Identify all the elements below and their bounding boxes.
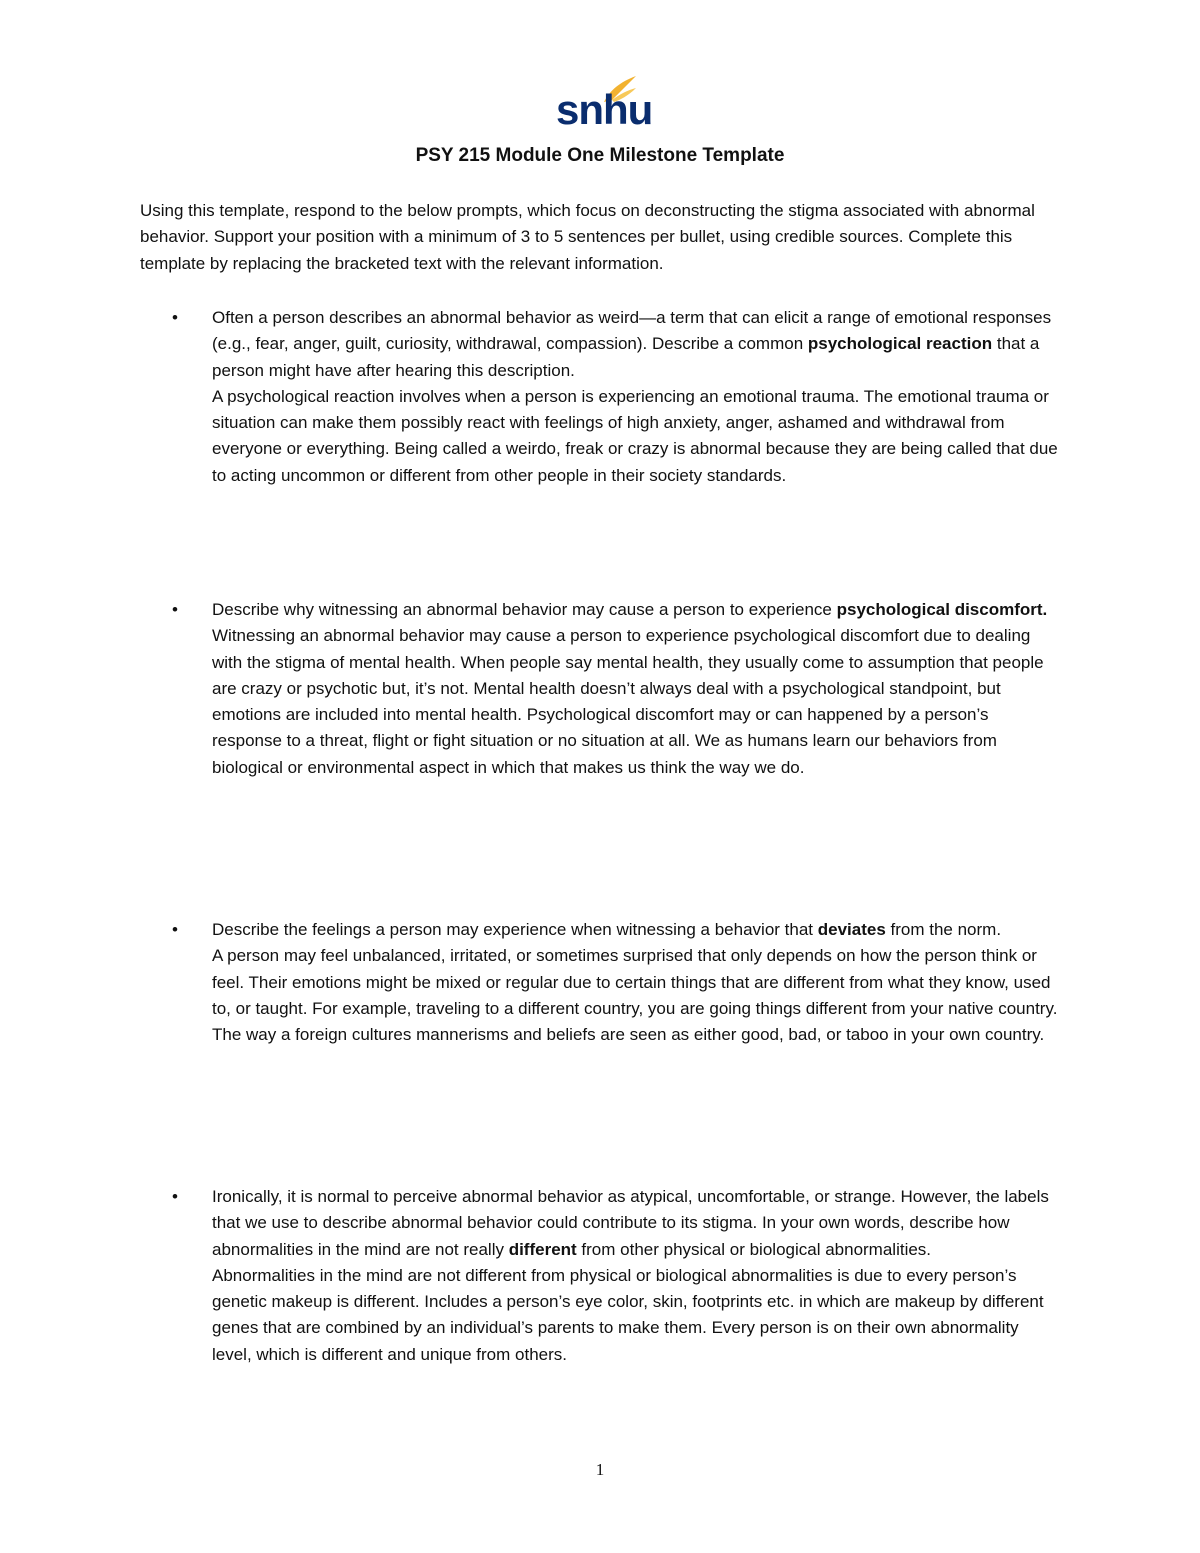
prompt-text-end: that a person might have after hearing this description.: [212, 334, 1040, 380]
bullet-point: •: [172, 920, 178, 939]
list-item: [172, 1184, 1062, 1368]
answer-text: A person may feel unbalanced, irritated, or sometimes surprised that only depends on how the person think or feel. Their emotions might be mixed or regular due to certain things that are different from what they know, used to, or taught. For example, traveling to a different country, you are going things different from your native country. The way a foreign cultures mannerisms and beliefs are seen as either good, bad, or taboo in your own country.: [212, 946, 1058, 1045]
snhu-logo: [554, 74, 653, 133]
answer-text: Abnormalities in the mind are not different from physical or biological abnormalities is due to every person’s genetic makeup is different. Includes a person’s eye color, skin, footprints etc. in which are makeup by different genes that are combined by an individual’s parents to make them. Every person is on their own abnormality level, which is different and unique from others.: [212, 1265, 1044, 1364]
prompt-text-end: from the norm.: [885, 920, 1002, 939]
document-title: PSY 215 Module One Milestone Template: [415, 145, 785, 166]
prompt-emphasis: different: [508, 1239, 577, 1259]
list-item: [172, 917, 1062, 1048]
prompt-text: Often a person describes an abnormal behavior as weird—a term that can elicit a range of emotional responses (e.g., fear, anger, guilt, curiosity, withdrawal, compassion). Describe a common: [212, 308, 1052, 354]
prompt-emphasis: deviates: [817, 920, 886, 939]
bullet-point: •: [172, 1187, 178, 1206]
prompt-text: Describe the feelings a person may experience when witnessing a behavior that: [212, 920, 818, 939]
logo-wordmark: snhu: [556, 86, 653, 133]
list-item: [172, 305, 1062, 489]
prompt-text: Describe why witnessing an abnormal behavior may cause a person to experience: [212, 600, 837, 619]
bullet-point: •: [172, 600, 178, 619]
intro-paragraph: Using this template, respond to the below prompts, which focus on deconstructing the stigma associated with abnormal behavior. Support your position with a minimum of 3 to 5 sentences per bullet, using credible sources. Complete this template by replacing the bracketed text with the relevant information.: [140, 201, 1035, 273]
bullet-point: •: [172, 308, 178, 327]
prompt-emphasis: psychological reaction: [807, 334, 993, 354]
list-item: [172, 597, 1062, 781]
prompt-text-end: from other physical or biological abnormalities.: [576, 1239, 932, 1259]
answer-text: A psychological reaction involves when a person is experiencing an emotional trauma. The emotional trauma or situation can make them possibly react with feelings of high anxiety, anger, ashamed and withdrawal from everyone or everything. Being called a weirdo, freak or crazy is abnormal because they are being called that due to acting uncommon or different from other people in their society standards.: [212, 386, 1058, 485]
prompt-text: Ironically, it is normal to perceive abnormal behavior as atypical, uncomfortable, or strange. However, the labels that we use to describe abnormal behavior could contribute to its stigma. In your own words, describe how abnormalities in the mind are not really: [212, 1187, 1049, 1259]
answer-text: Witnessing an abnormal behavior may cause a person to experience psychological discomfort due to dealing with the stigma of mental health. When people say mental health, they usually come to assumption that people are crazy or psychotic but, it’s not. Mental health doesn’t always deal with a psychological standpoint, but emotions are included into mental health. Psychological discomfort may or can happened by a person’s response to a threat, flight or fight situation or no situation at all. We as humans learn our behaviors from biological or environmental aspect in which that makes us think the way we do.: [212, 626, 1044, 777]
prompt-emphasis: psychological discomfort: [836, 600, 1043, 619]
page-number: 1: [595, 1460, 605, 1479]
prompt-text-end: .: [1042, 600, 1048, 619]
